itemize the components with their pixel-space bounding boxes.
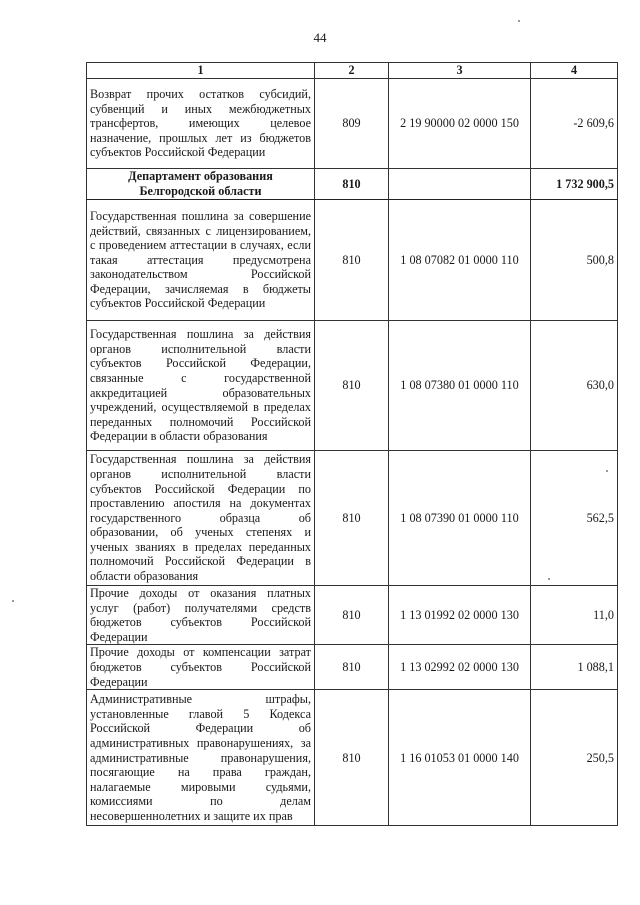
amount: 250,5 [531, 690, 618, 826]
amount: 500,8 [531, 200, 618, 321]
department-row [87, 169, 618, 200]
amount: 630,0 [531, 321, 618, 451]
scan-speck [606, 470, 608, 472]
amount: 11,0 [531, 586, 618, 645]
budget-classification-code: 1 08 07390 01 0000 110 [389, 451, 531, 586]
amount: 1 088,1 [531, 645, 618, 690]
column-number-row [87, 63, 618, 79]
administrator-code: 810 [315, 690, 389, 826]
table-row [87, 645, 618, 690]
administrator-code: 810 [315, 200, 389, 321]
page-number: 44 [313, 30, 327, 45]
administrator-code: 810 [315, 451, 389, 586]
department-name: Департамент образования Белгородской области [87, 169, 315, 200]
scan-speck [548, 578, 550, 580]
table-row [87, 321, 618, 451]
table-row [87, 200, 618, 321]
budget-classification-code: 1 08 07380 01 0000 110 [389, 321, 531, 451]
revenue-name: Возврат прочих остатков субсидий, субвенций и иных межбюджетных трансфертов, имеющих целевое назначение, прошлых лет из бюджетов субъектов Российской Федерации [87, 79, 315, 169]
table-row [87, 690, 618, 826]
budget-classification-code: 1 13 01992 02 0000 130 [389, 586, 531, 645]
administrator-code: 810 [315, 169, 389, 200]
table-row [87, 586, 618, 645]
column-header-2: 2 [315, 63, 389, 79]
administrator-code: 810 [315, 586, 389, 645]
revenue-name: Административные штрафы, установленные главой 5 Кодекса Российской Федерации об административных правонарушениях, за административные правонарушения, посягающие на права граждан, налагаемые мировыми судьями, комиссиями по делам несовершеннолетних и защите их прав [87, 690, 315, 826]
administrator-code: 810 [315, 645, 389, 690]
revenue-name: Государственная пошлина за совершение действий, связанных с лицензированием, с проведением аттестации в случаях, если такая аттестация предусмотрена законодательством Российской Федерации, зачисляемая в бюджеты субъектов Российской Федерации [87, 200, 315, 321]
column-header-3: 3 [389, 63, 531, 79]
budget-revenue-table [86, 62, 618, 826]
budget-classification-code: 2 19 90000 02 0000 150 [389, 79, 531, 169]
column-header-1: 1 [87, 63, 315, 79]
revenue-name: Государственная пошлина за действия органов исполнительной власти субъектов Российской Федерации, связанные с государственной аккредитацией образовательных учреждений, осуществляемой в пределах переданных полномочий Российской Федерации в области образования [87, 321, 315, 451]
budget-classification-code: 1 08 07082 01 0000 110 [389, 200, 531, 321]
administrator-code: 809 [315, 79, 389, 169]
revenue-name: Государственная пошлина за действия органов исполнительной власти субъектов Российской Федерации по проставлению апостиля на документах государственного образца об образовании, об ученых степенях и ученых званиях в пределах переданных полномочий Российской Федерации в области образования [87, 451, 315, 586]
revenue-name: Прочие доходы от компенсации затрат бюджетов субъектов Российской Федерации [87, 645, 315, 690]
department-total-amount: 1 732 900,5 [531, 169, 618, 200]
table-row [87, 79, 618, 169]
scan-speck [12, 600, 14, 602]
amount: 562,5 [531, 451, 618, 586]
budget-classification-code: 1 16 01053 01 0000 140 [389, 690, 531, 826]
budget-classification-code [389, 169, 531, 200]
column-header-4: 4 [531, 63, 618, 79]
administrator-code: 810 [315, 321, 389, 451]
budget-classification-code: 1 13 02992 02 0000 130 [389, 645, 531, 690]
scan-speck [518, 20, 520, 22]
amount: -2 609,6 [531, 79, 618, 169]
table-row [87, 451, 618, 586]
revenue-name: Прочие доходы от оказания платных услуг (работ) получателями средств бюджетов субъектов Российской Федерации [87, 586, 315, 645]
